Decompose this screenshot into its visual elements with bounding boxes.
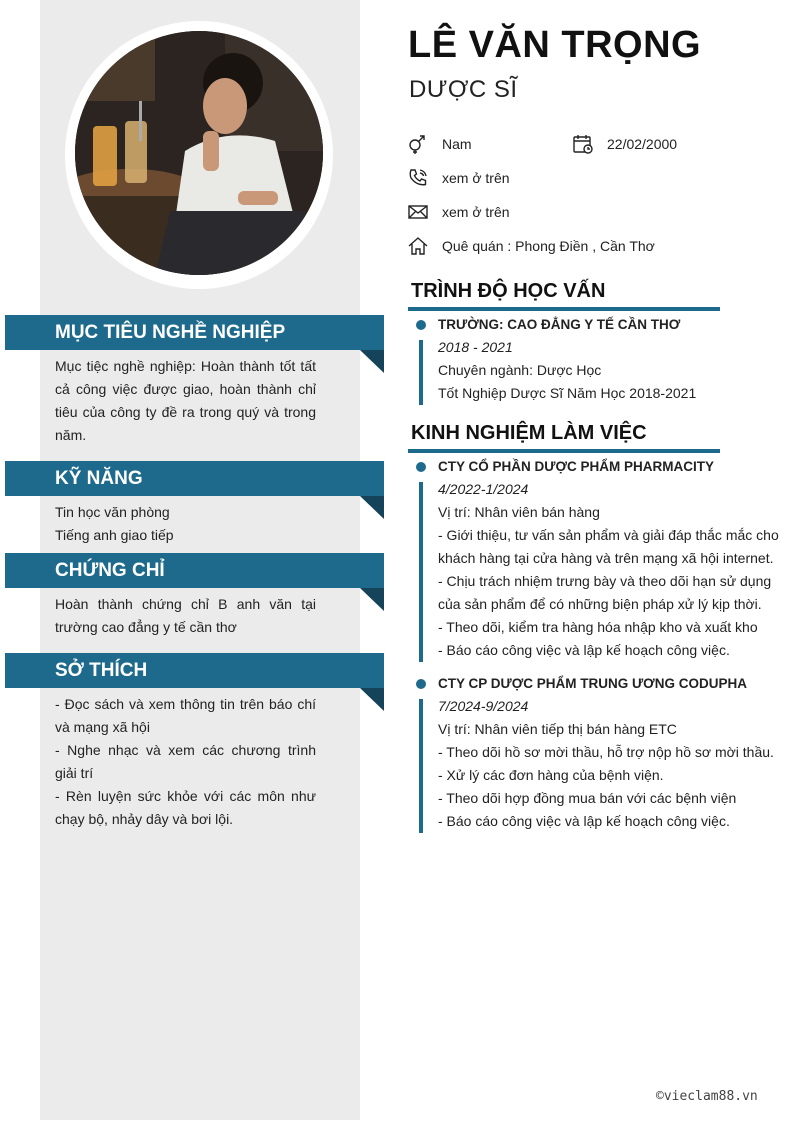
- job-title: DƯỢC SĨ: [409, 76, 518, 103]
- hobby-item: - Nghe nhạc và xem các chương trình giải trí: [55, 742, 316, 781]
- timeline-bar: [419, 340, 423, 405]
- hobby-item: - Rèn luyện sức khỏe với các môn như chạy bộ, nhảy dây và bơi lội.: [55, 788, 316, 827]
- objective-text: [55, 355, 316, 447]
- company-name: CTY CP DƯỢC PHẨM TRUNG ƯƠNG CODUPHA: [438, 676, 747, 691]
- info-birthdate: [572, 133, 677, 155]
- info-hometown: [407, 235, 655, 257]
- envelope-icon: [407, 201, 429, 223]
- info-phone: [407, 167, 510, 189]
- experience-entry: [438, 455, 783, 662]
- section-header-hobbies: [5, 653, 384, 688]
- skill-item: Tiếng anh giao tiếp: [55, 527, 174, 543]
- calendar-icon: [572, 133, 594, 155]
- ribbon-fold: [360, 350, 384, 373]
- home-icon: [407, 235, 429, 257]
- section-header-skills: [5, 461, 384, 496]
- phone-icon: [407, 167, 429, 189]
- education-line: Tốt Nghiệp Dược Sĩ Năm Học 2018-2021: [438, 385, 697, 401]
- experience-line: - Xử lý các đơn hàng của bệnh viện.: [438, 767, 664, 783]
- certificate-paragraph: Hoàn thành chứng chỉ B anh văn tại trường cao đẳng y tế cần thơ: [55, 596, 316, 635]
- section-header-objective: [5, 315, 384, 350]
- gender-icon: [407, 133, 429, 155]
- ribbon-fold: [360, 588, 384, 611]
- experience-line: Vị trí: Nhân viên bán hàng: [438, 504, 600, 520]
- ribbon-fold: [360, 688, 384, 711]
- section-title-experience: KINH NGHIỆM LÀM VIỆC: [411, 422, 647, 444]
- hobbies-list: [55, 693, 316, 831]
- timeline-bar: [419, 482, 423, 662]
- ribbon-fold: [360, 496, 384, 519]
- info-gender: [407, 133, 472, 155]
- timeline-dot: [416, 320, 426, 330]
- education-line: Chuyên ngành: Dược Học: [438, 362, 602, 378]
- gender-value: Nam: [442, 136, 472, 152]
- email-value: xem ở trên: [442, 204, 510, 220]
- avatar-frame: [65, 21, 333, 289]
- company-name: CTY CỔ PHẦN DƯỢC PHẨM PHARMACITY: [438, 459, 714, 474]
- phone-value: xem ở trên: [442, 170, 510, 186]
- section-title: CHỨNG CHỈ: [55, 560, 165, 581]
- certificates-text: [55, 593, 316, 639]
- birthdate-value: 22/02/2000: [607, 136, 678, 152]
- section-divider: [408, 307, 720, 311]
- timeline-dot: [416, 679, 426, 689]
- section-title: SỞ THÍCH: [55, 660, 148, 681]
- section-divider: [408, 449, 720, 453]
- skill-item: Tin học văn phòng: [55, 504, 170, 520]
- experience-line: - Chịu trách nhiệm trưng bày và theo dõi hạn sử dụng của sản phẩm để có những biện pháp xử lý kịp thời.: [438, 573, 772, 612]
- hometown-value: Quê quán : Phong Điền , Cần Thơ: [442, 238, 655, 254]
- school-name: TRƯỜNG: CAO ĐẲNG Y TẾ CẦN THƠ: [438, 317, 681, 332]
- experience-period: 7/2024-9/2024: [438, 698, 529, 714]
- experience-period: 4/2022-1/2024: [438, 481, 529, 497]
- education-entry: [438, 313, 783, 405]
- experience-line: - Báo cáo công việc và lập kế hoạch công việc.: [438, 813, 730, 829]
- experience-entry: [438, 672, 783, 833]
- avatar: [75, 31, 323, 275]
- hobby-item: - Đọc sách và xem thông tin trên báo chí và mạng xã hội: [55, 696, 316, 735]
- skills-list: [55, 501, 316, 547]
- section-title: KỸ NĂNG: [55, 468, 143, 489]
- section-header-certificates: [5, 553, 384, 588]
- experience-line: - Theo dõi hồ sơ mời thầu, hỗ trợ nộp hồ sơ mời thầu.: [438, 744, 774, 760]
- section-title: MỤC TIÊU NGHỀ NGHIỆP: [55, 322, 286, 343]
- experience-line: - Báo cáo công việc và lập kế hoạch công việc.: [438, 642, 730, 658]
- experience-line: - Theo dõi, kiểm tra hàng hóa nhập kho và xuất kho: [438, 619, 758, 635]
- section-title-education: TRÌNH ĐỘ HỌC VẤN: [411, 280, 606, 302]
- education-period: 2018 - 2021: [438, 339, 513, 355]
- experience-line: - Giới thiệu, tư vấn sản phẩm và giải đáp thắc mắc cho khách hàng tại cửa hàng và trên mạng xã hội internet.: [438, 527, 779, 566]
- candidate-name: LÊ VĂN TRỌNG: [408, 24, 702, 66]
- experience-line: - Theo dõi hợp đồng mua bán với các bệnh viện: [438, 790, 737, 806]
- info-email: [407, 201, 510, 223]
- timeline-bar: [419, 699, 423, 833]
- experience-line: Vị trí: Nhân viên tiếp thị bán hàng ETC: [438, 721, 677, 737]
- objective-paragraph: Mục tiệc nghề nghiệp: Hoàn thành tốt tất cả công việc được giao, hoàn thành chỉ tiêu của công ty đề ra trong quý và trong năm.: [55, 358, 316, 443]
- watermark[interactable]: ©vieclam88.vn: [656, 1089, 758, 1104]
- timeline-dot: [416, 462, 426, 472]
